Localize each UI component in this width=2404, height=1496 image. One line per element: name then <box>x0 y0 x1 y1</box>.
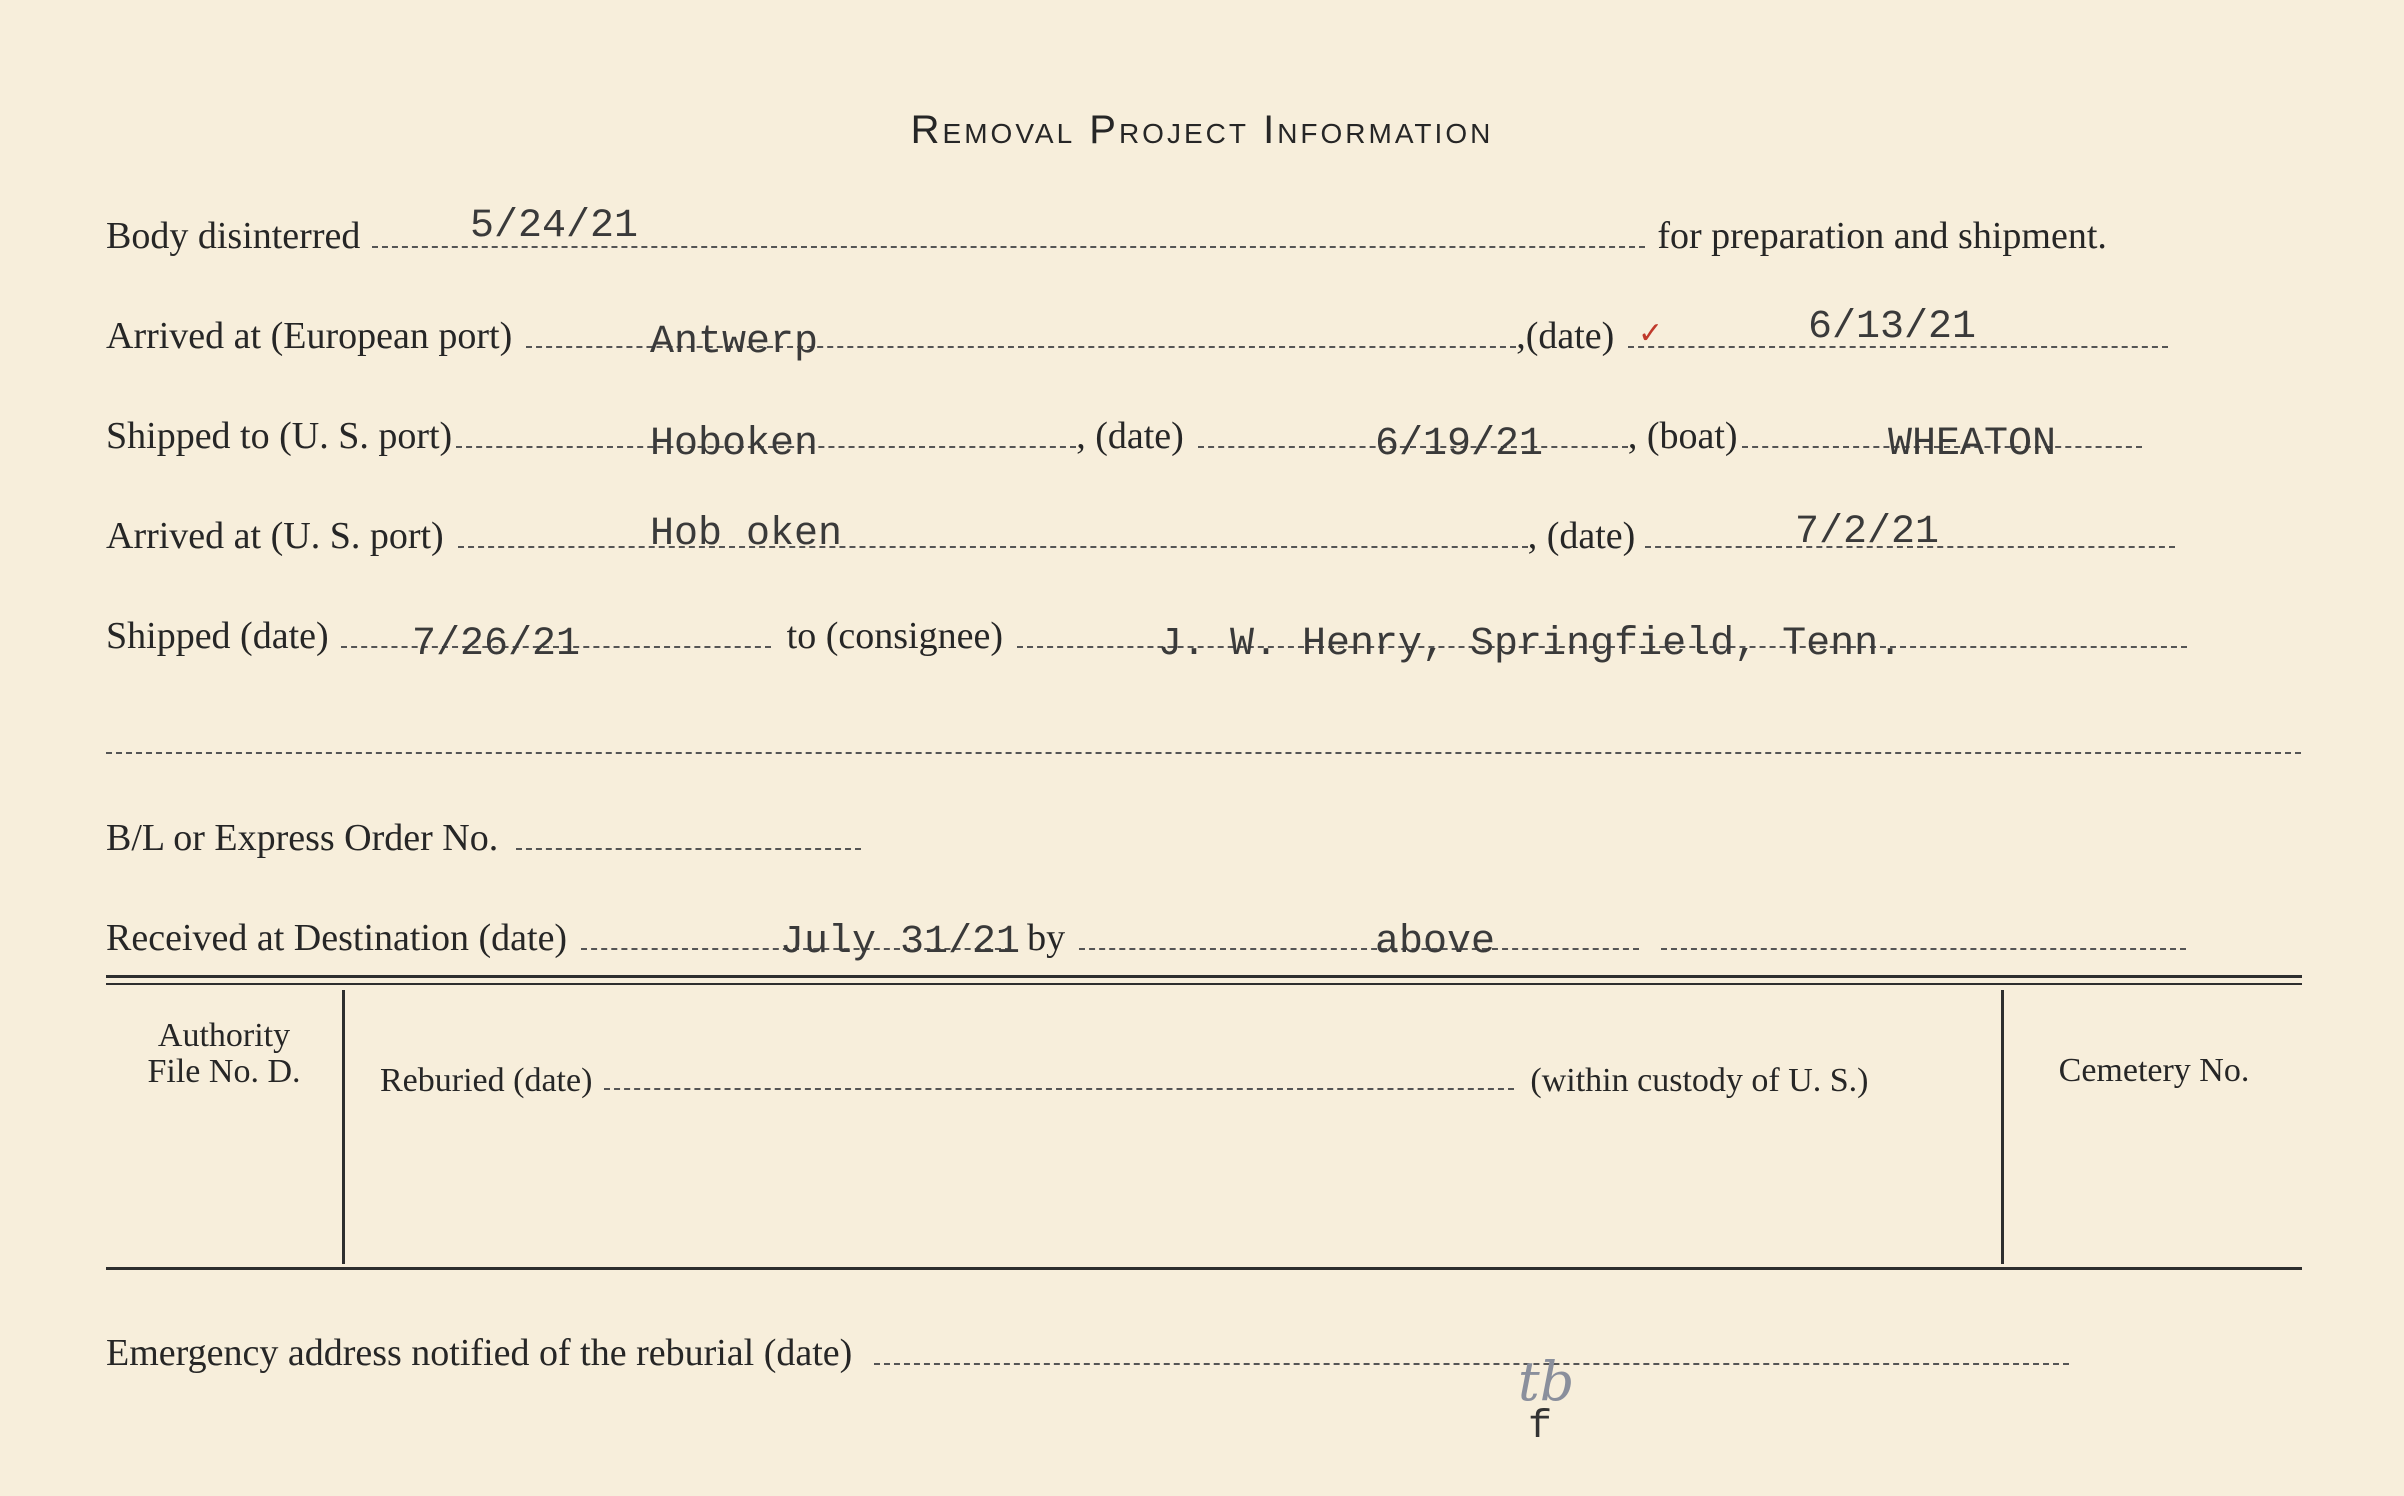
label-body-disinterred: Body disinterred <box>106 215 361 257</box>
label-authority: Authority <box>157 1017 291 1054</box>
label-cemetery-no: Cemetery No. <box>2058 1052 2250 1089</box>
reburied-line <box>604 1088 1514 1090</box>
label-emergency: Emergency address notified of the reburial (date) <box>106 1332 853 1374</box>
row-bl-order <box>106 800 861 860</box>
row-reburied <box>380 1040 1869 1100</box>
label-date-shipped: , (date) <box>1076 415 1184 457</box>
label-reburied: Reburied (date) <box>380 1062 593 1099</box>
typed-mark: f <box>1528 1405 1553 1450</box>
value-received-date: July 31/21 <box>780 920 1021 965</box>
value-shipped-date: 7/26/21 <box>412 622 581 667</box>
bl-order-line <box>516 848 861 850</box>
label-to-consignee: to (consignee) <box>786 615 1003 657</box>
value-european-port: Antwerp <box>650 320 819 365</box>
box-divider-right <box>2001 990 2004 1264</box>
label-within-custody: (within custody of U. S.) <box>1530 1062 1869 1099</box>
label-received-destination: Received at Destination (date) <box>106 917 568 959</box>
label-bl-order: B/L or Express Order No. <box>106 817 499 859</box>
label-date-arrived-us: , (date) <box>1527 515 1636 557</box>
value-boat-name: WHEATON <box>1888 422 2057 467</box>
label-file-no: File No. D. <box>147 1053 301 1090</box>
label-boat: , (boat) <box>1627 415 1738 457</box>
row-received <box>106 900 2186 960</box>
label-arrived-european: Arrived at (European port) <box>106 315 513 357</box>
box-top-rule-2 <box>106 983 2302 985</box>
box-divider-left <box>342 990 345 1264</box>
label-arrived-us: Arrived at (U. S. port) <box>106 515 444 557</box>
received-by-line <box>1079 948 1639 950</box>
row-body-disinterred <box>106 198 2107 258</box>
value-consignee: J. W. Henry, Springfield, Tenn. <box>1158 622 1903 667</box>
label-shipped-date: Shipped (date) <box>106 615 329 657</box>
handwritten-initials: tb <box>1518 1350 1575 1413</box>
value-european-date: 6/13/21 <box>1808 305 1977 350</box>
box-top-rule <box>106 975 2302 978</box>
value-received-by: above <box>1375 920 1496 965</box>
value-us-port-arrived: Hob oken <box>650 512 843 557</box>
received-extra-line <box>1661 948 2186 950</box>
authority-file-label <box>106 1018 342 1090</box>
value-us-arrived-date: 7/2/21 <box>1795 510 1940 555</box>
value-disinterred-date: 5/24/21 <box>470 204 639 249</box>
value-us-shipped-date: 6/19/21 <box>1375 422 1544 467</box>
continuation-line <box>106 752 2301 754</box>
emergency-line <box>874 1363 2069 1365</box>
label-by: by <box>1027 917 1066 959</box>
row-emergency <box>106 1315 2069 1375</box>
label-date-european: ,(date) <box>1516 315 1615 357</box>
card-title: Removal Project Information <box>910 108 1494 152</box>
row-shipped-to <box>106 398 2142 458</box>
box-bottom-rule <box>106 1267 2302 1270</box>
label-shipped-to: Shipped to (U. S. port) <box>106 415 453 457</box>
check-mark: ✓ <box>1638 317 1664 350</box>
value-us-port-shipped: Hoboken <box>650 422 819 467</box>
us-arrived-port-line <box>458 546 1528 548</box>
label-for-preparation: for preparation and shipment. <box>1657 215 2107 257</box>
